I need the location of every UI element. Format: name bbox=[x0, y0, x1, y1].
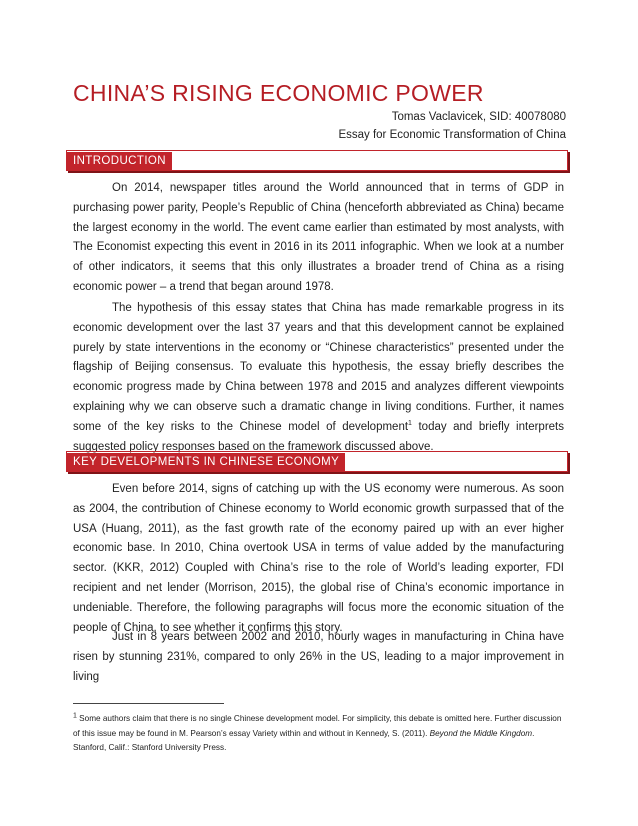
course-line: Essay for Economic Transformation of China bbox=[338, 129, 566, 141]
page-title: CHINA’S RISING ECONOMIC POWER bbox=[73, 80, 484, 106]
section-heading-key-developments bbox=[66, 451, 568, 472]
section-heading-label: INTRODUCTION bbox=[67, 152, 172, 171]
footnote-book-title: Beyond the Middle Kingdom bbox=[429, 728, 533, 738]
key-developments-paragraph-1: Even before 2014, signs of catching up with the US economy were numerous. As soon as 2004, the contribution of Chinese economy to World economic growth surpassed that of the USA (Huang, 2011), as the fast growth rate of the economy paired up with an ever higher economic base. In 2010, China overtook USA in terms of value added by the manufacturing sector. (KKR, 2012) Coupled with China’s rise to the role of World’s leading exporter, FDI recipient and net lender (Morrison, 2015), the global rise of China’s economic importance in undeniable. Therefore, the following paragraphs will focus more the economic situation of the people of China, to see whether it confirms this story. bbox=[73, 483, 564, 634]
footnote-text: Some authors claim that there is no single Chinese development model. For simplicity, this debate is omitted here. Further discussion of this issue may be found in M. Pearson’s essay Variety within and without in Kennedy, S. (2011). bbox=[73, 714, 562, 738]
footnote-reference[interactable]: 1 bbox=[408, 419, 412, 427]
author-line: Tomas Vaclavicek, SID: 40078080 bbox=[391, 111, 566, 123]
footnote-text-end: . Stanford, Calif.: Stanford University Press. bbox=[73, 728, 535, 753]
footnote bbox=[73, 712, 564, 756]
key-developments-paragraph-2: Just in 8 years between 2002 and 2010, hourly wages in manufacturing in China have risen by stunning 231%, compared to only 26% in the US, leading to a major improvement in living bbox=[73, 631, 564, 683]
section-heading-label: KEY DEVELOPMENTS IN CHINESE ECONOMY bbox=[67, 453, 345, 472]
paragraph-text: today and briefly interprets suggested policy responses based on the framework discussed above. bbox=[73, 420, 564, 453]
intro-paragraph-1: On 2014, newspaper titles around the World announced that in terms of GDP in purchasing power parity, People’s Republic of China (henceforth abbreviated as China) became the largest economy in the world. The event came earlier than estimated by most analysts, with The Economist expecting this event in 2016 in its 2011 infographic. When we look at a number of other indicators, it seems that this only illustrates a broader trend of China as a rising economic power – a trend that began around 1978. bbox=[73, 182, 564, 293]
section-heading-introduction bbox=[66, 150, 568, 171]
footnote-number: 1 bbox=[73, 712, 77, 720]
intro-paragraph-2 bbox=[73, 299, 564, 457]
footnote-divider bbox=[73, 703, 224, 704]
paragraph-text: The hypothesis of this essay states that China has made remarkable progress in its economic development over the last 37 years and that this development cannot be explained purely by state interventions in the economy or “Chinese characteristics” presented under the flagship of Beijing consensus. To evaluate this hypothesis, the essay briefly describes the economic progress made by China between 1978 and 2015 and analyzes different viewpoints explaining why we can observe such a dramatic change in living conditions. Further, it names some of the key risks to the Chinese model of development bbox=[73, 302, 564, 433]
